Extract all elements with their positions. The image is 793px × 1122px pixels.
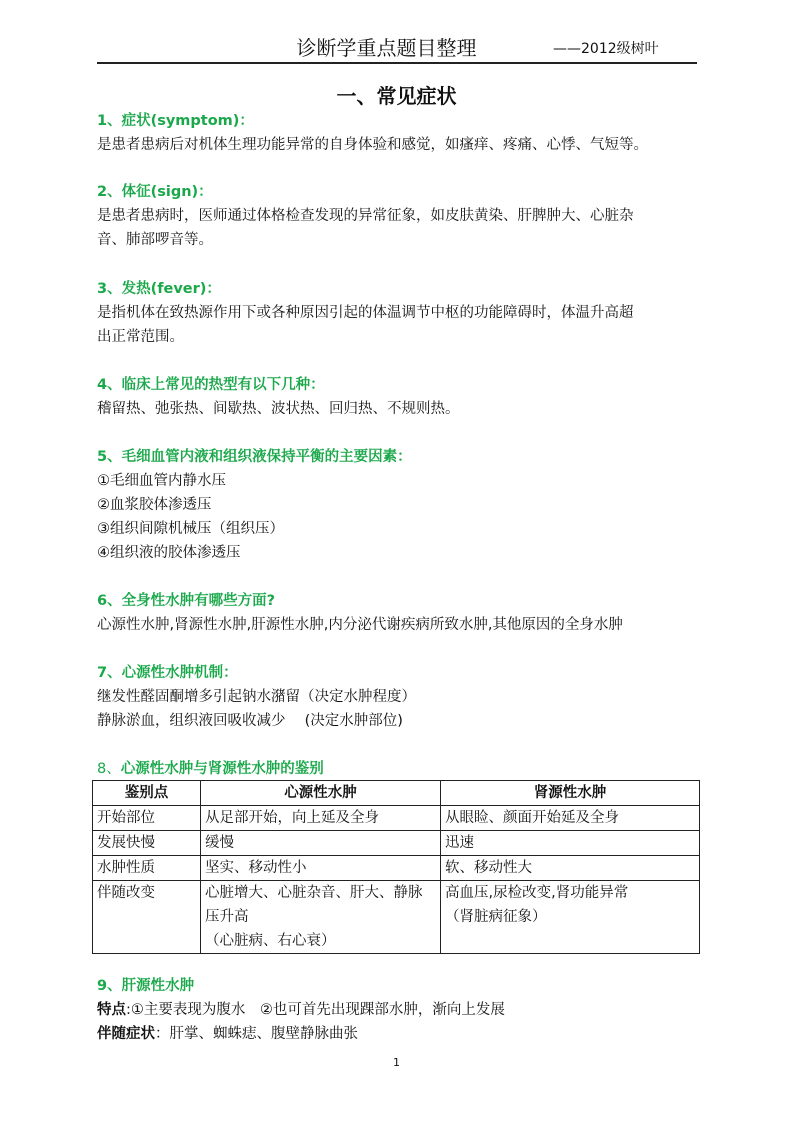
item-heading: 4、临床上常见的热型有以下几种： xyxy=(97,377,325,393)
item-text-line: ④组织液的胶体渗透压 xyxy=(97,545,241,561)
item-4 xyxy=(97,373,697,421)
document-title: 诊断学重点题目整理 xyxy=(296,36,477,60)
table-row xyxy=(93,831,700,856)
item-text-line: 是患者患病后对机体生理功能异常的自身体验和感觉，如瘙痒、疼痛、心悸、气短等。 xyxy=(97,137,648,153)
cell-note: （心脏病、右心衰） xyxy=(205,933,336,949)
item-6 xyxy=(97,589,697,637)
table-cell xyxy=(441,881,700,954)
table-cell: 迅速 xyxy=(441,831,700,856)
page-number: 1 xyxy=(393,1056,400,1069)
document-author: ——2012级树叶 xyxy=(553,41,659,57)
cell-text: 高血压,尿检改变,肾功能异常 xyxy=(445,885,629,901)
item-text-line: ②血浆胶体渗透压 xyxy=(97,497,212,513)
item-1 xyxy=(97,109,697,157)
item-9 xyxy=(97,974,697,1046)
item-text-line: 静脉淤血，组织液回吸收减少 (决定水肿部位) xyxy=(97,713,403,729)
table-cell: 发展快慢 xyxy=(93,831,201,856)
table-header-row xyxy=(93,781,700,806)
table-cell: 从足部开始，向上延及全身 xyxy=(201,806,441,831)
section-title: 一、常见症状 xyxy=(336,84,457,108)
item-heading: 1、症状(symptom)： xyxy=(97,113,254,129)
item-2 xyxy=(97,180,697,252)
header-divider xyxy=(97,62,697,64)
item-8-heading xyxy=(97,757,697,781)
item-text-line: 是患者患病时，医师通过体格检查发现的异常征象，如皮肤黄染、肝脾肿大、心脏杂 xyxy=(97,208,634,224)
item-heading: 2、体征(sign)： xyxy=(97,184,213,200)
item-heading: 5、毛细血管内液和组织液保持平衡的主要因素： xyxy=(97,449,412,465)
table-header: 心源性水肿 xyxy=(201,781,441,806)
item-text-line: 继发性醛固酮增多引起钠水潴留（决定水肿程度） xyxy=(97,689,416,705)
table-cell: 开始部位 xyxy=(93,806,201,831)
table-row xyxy=(93,881,700,954)
table-cell: 水肿性质 xyxy=(93,856,201,881)
item-heading: 7、心源性水肿机制： xyxy=(97,665,238,681)
item-text-line: 音、肺部啰音等。 xyxy=(97,232,213,248)
item-heading: 3、发热(fever)： xyxy=(97,281,221,297)
item-heading: 6、全身性水肿有哪些方面? xyxy=(97,593,275,609)
table-cell: 软、移动性大 xyxy=(441,856,700,881)
table-cell: 缓慢 xyxy=(201,831,441,856)
table-header: 鉴别点 xyxy=(93,781,201,806)
item-9-feature xyxy=(97,998,697,1022)
item-8-title: 心源性水肿与肾源性水肿的鉴别 xyxy=(120,761,324,777)
table-row xyxy=(93,856,700,881)
item-text-line: 心源性水肿,肾源性水肿,肝源性水肿,内分泌代谢疾病所致水肿,其他原因的全身水肿 xyxy=(97,617,623,633)
item-text-line: 出正常范围。 xyxy=(97,329,184,345)
item-7 xyxy=(97,661,697,733)
cell-text: 心脏增大、心脏杂音、肝大、静脉压升高 xyxy=(205,885,423,925)
item-9-heading: 9、肝源性水肿 xyxy=(97,978,195,994)
item-text-line: 是指机体在致热源作用下或各种原因引起的体温调节中枢的功能障碍时，体温升高超 xyxy=(97,305,634,321)
item-5 xyxy=(97,445,697,565)
symptom-text: ：肝掌、蜘蛛痣、腹壁静脉曲张 xyxy=(155,1026,358,1042)
table-cell xyxy=(201,881,441,954)
edema-comparison-table xyxy=(92,780,700,954)
table-cell: 从眼睑、颜面开始延及全身 xyxy=(441,806,700,831)
symptom-label: 伴随症状 xyxy=(97,1026,155,1042)
item-text-line: ③组织间隙机械压（组织压） xyxy=(97,521,284,537)
feature-label: 特点 xyxy=(97,1002,126,1018)
cell-note: （肾脏病征象） xyxy=(445,909,547,925)
table-header: 肾源性水肿 xyxy=(441,781,700,806)
item-3 xyxy=(97,277,697,349)
item-8-number: 8、 xyxy=(97,761,121,777)
feature-text: :①主要表现为腹水 ②也可首先出现踝部水肿，渐向上发展 xyxy=(126,1002,505,1018)
item-text-line: 稽留热、弛张热、间歇热、波状热、回归热、不规则热。 xyxy=(97,401,460,417)
table-row xyxy=(93,806,700,831)
item-text-line: ①毛细血管内静水压 xyxy=(97,473,226,489)
table-cell: 坚实、移动性小 xyxy=(201,856,441,881)
item-9-symptoms xyxy=(97,1022,697,1046)
table-cell: 伴随改变 xyxy=(93,881,201,954)
